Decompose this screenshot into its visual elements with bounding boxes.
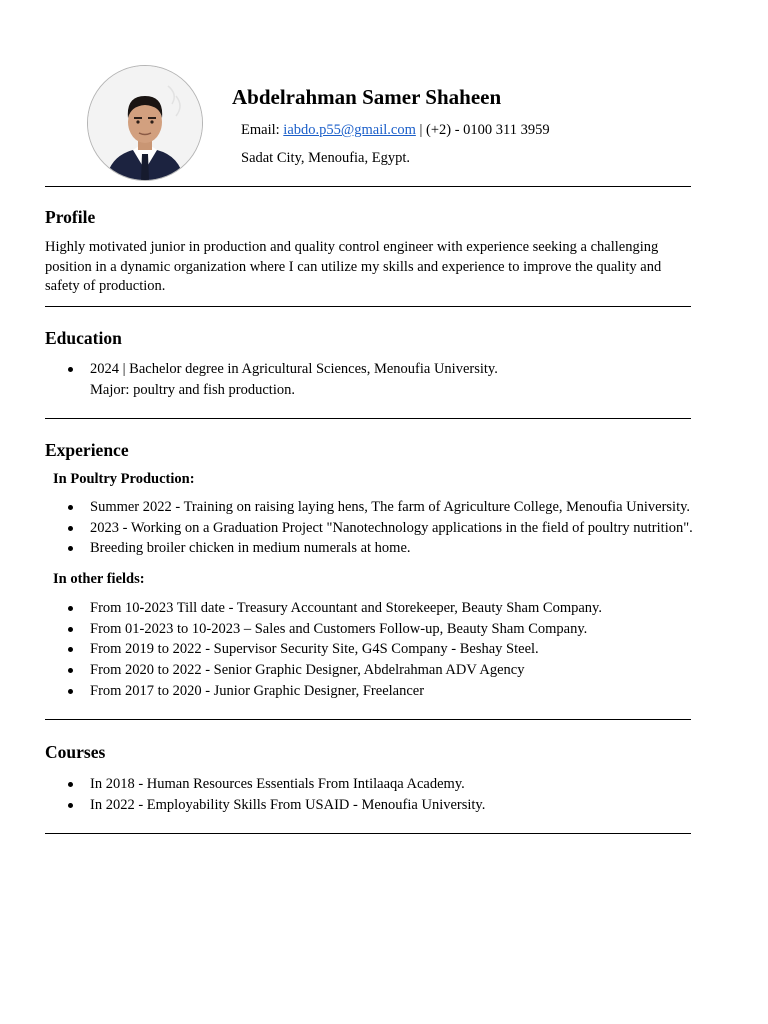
- list-item: From 10-2023 Till date - Treasury Accountant and Storekeeper, Beauty Sham Company.: [0, 598, 602, 619]
- education-major: Major: poultry and fish production.: [90, 381, 295, 398]
- divider-courses: [45, 833, 691, 834]
- list-item: [0, 359, 498, 400]
- poultry-experience-list: [0, 497, 693, 559]
- divider-header: [45, 186, 691, 187]
- list-item: Summer 2022 - Training on raising laying hens, The farm of Agriculture College, Menoufia University.: [0, 497, 693, 518]
- education-degree: 2024 | Bachelor degree in Agricultural Sciences, Menoufia University.: [90, 361, 498, 377]
- divider-education: [45, 418, 691, 419]
- profile-heading: Profile: [45, 207, 96, 227]
- list-item: From 2019 to 2022 - Supervisor Security Site, G4S Company - Beshay Steel.: [0, 639, 602, 660]
- education-list: [0, 359, 498, 400]
- list-item: From 2020 to 2022 - Senior Graphic Designer, Abdelrahman ADV Agency: [0, 660, 602, 681]
- email-link[interactable]: iabdo.p55@gmail.com: [283, 122, 416, 138]
- list-item: In 2022 - Employability Skills From USAID - Menoufia University.: [0, 795, 485, 816]
- divider-experience: [45, 719, 691, 720]
- list-item: From 2017 to 2020 - Junior Graphic Designer, Freelancer: [0, 681, 602, 702]
- other-experience-list: [0, 598, 602, 702]
- poultry-production-subheading: In Poultry Production:: [53, 471, 195, 487]
- courses-list: [0, 774, 485, 815]
- profile-photo: [87, 65, 203, 181]
- other-fields-subheading: In other fields:: [53, 571, 145, 587]
- list-item: 2023 - Working on a Graduation Project "Nanotechnology applications in the field of poultry nutrition".: [0, 518, 693, 539]
- courses-heading: Courses: [45, 742, 106, 762]
- profile-text: Highly motivated junior in production and quality control engineer with experience seeking a challenging position in a dynamic organization where I can utilize my skills and experience to improve the quality and safety of production.: [45, 239, 662, 294]
- divider-profile: [45, 306, 691, 307]
- contact-email-phone-line: [241, 121, 550, 139]
- location-text: Sadat City, Menoufia, Egypt.: [241, 150, 411, 166]
- experience-heading: Experience: [45, 440, 129, 460]
- list-item: Breeding broiler chicken in medium numerals at home.: [0, 538, 693, 559]
- list-item: From 01-2023 to 10-2023 – Sales and Customers Follow-up, Beauty Sham Company.: [0, 619, 602, 640]
- education-heading: Education: [45, 328, 122, 348]
- person-portrait-image: [88, 66, 202, 180]
- phone-number: | (+2) - 0100 311 3959: [419, 122, 550, 138]
- candidate-name: Abdelrahman Samer Shaheen: [232, 85, 502, 109]
- list-item: In 2018 - Human Resources Essentials From Intilaaqa Academy.: [0, 774, 485, 795]
- email-label: Email:: [241, 122, 280, 138]
